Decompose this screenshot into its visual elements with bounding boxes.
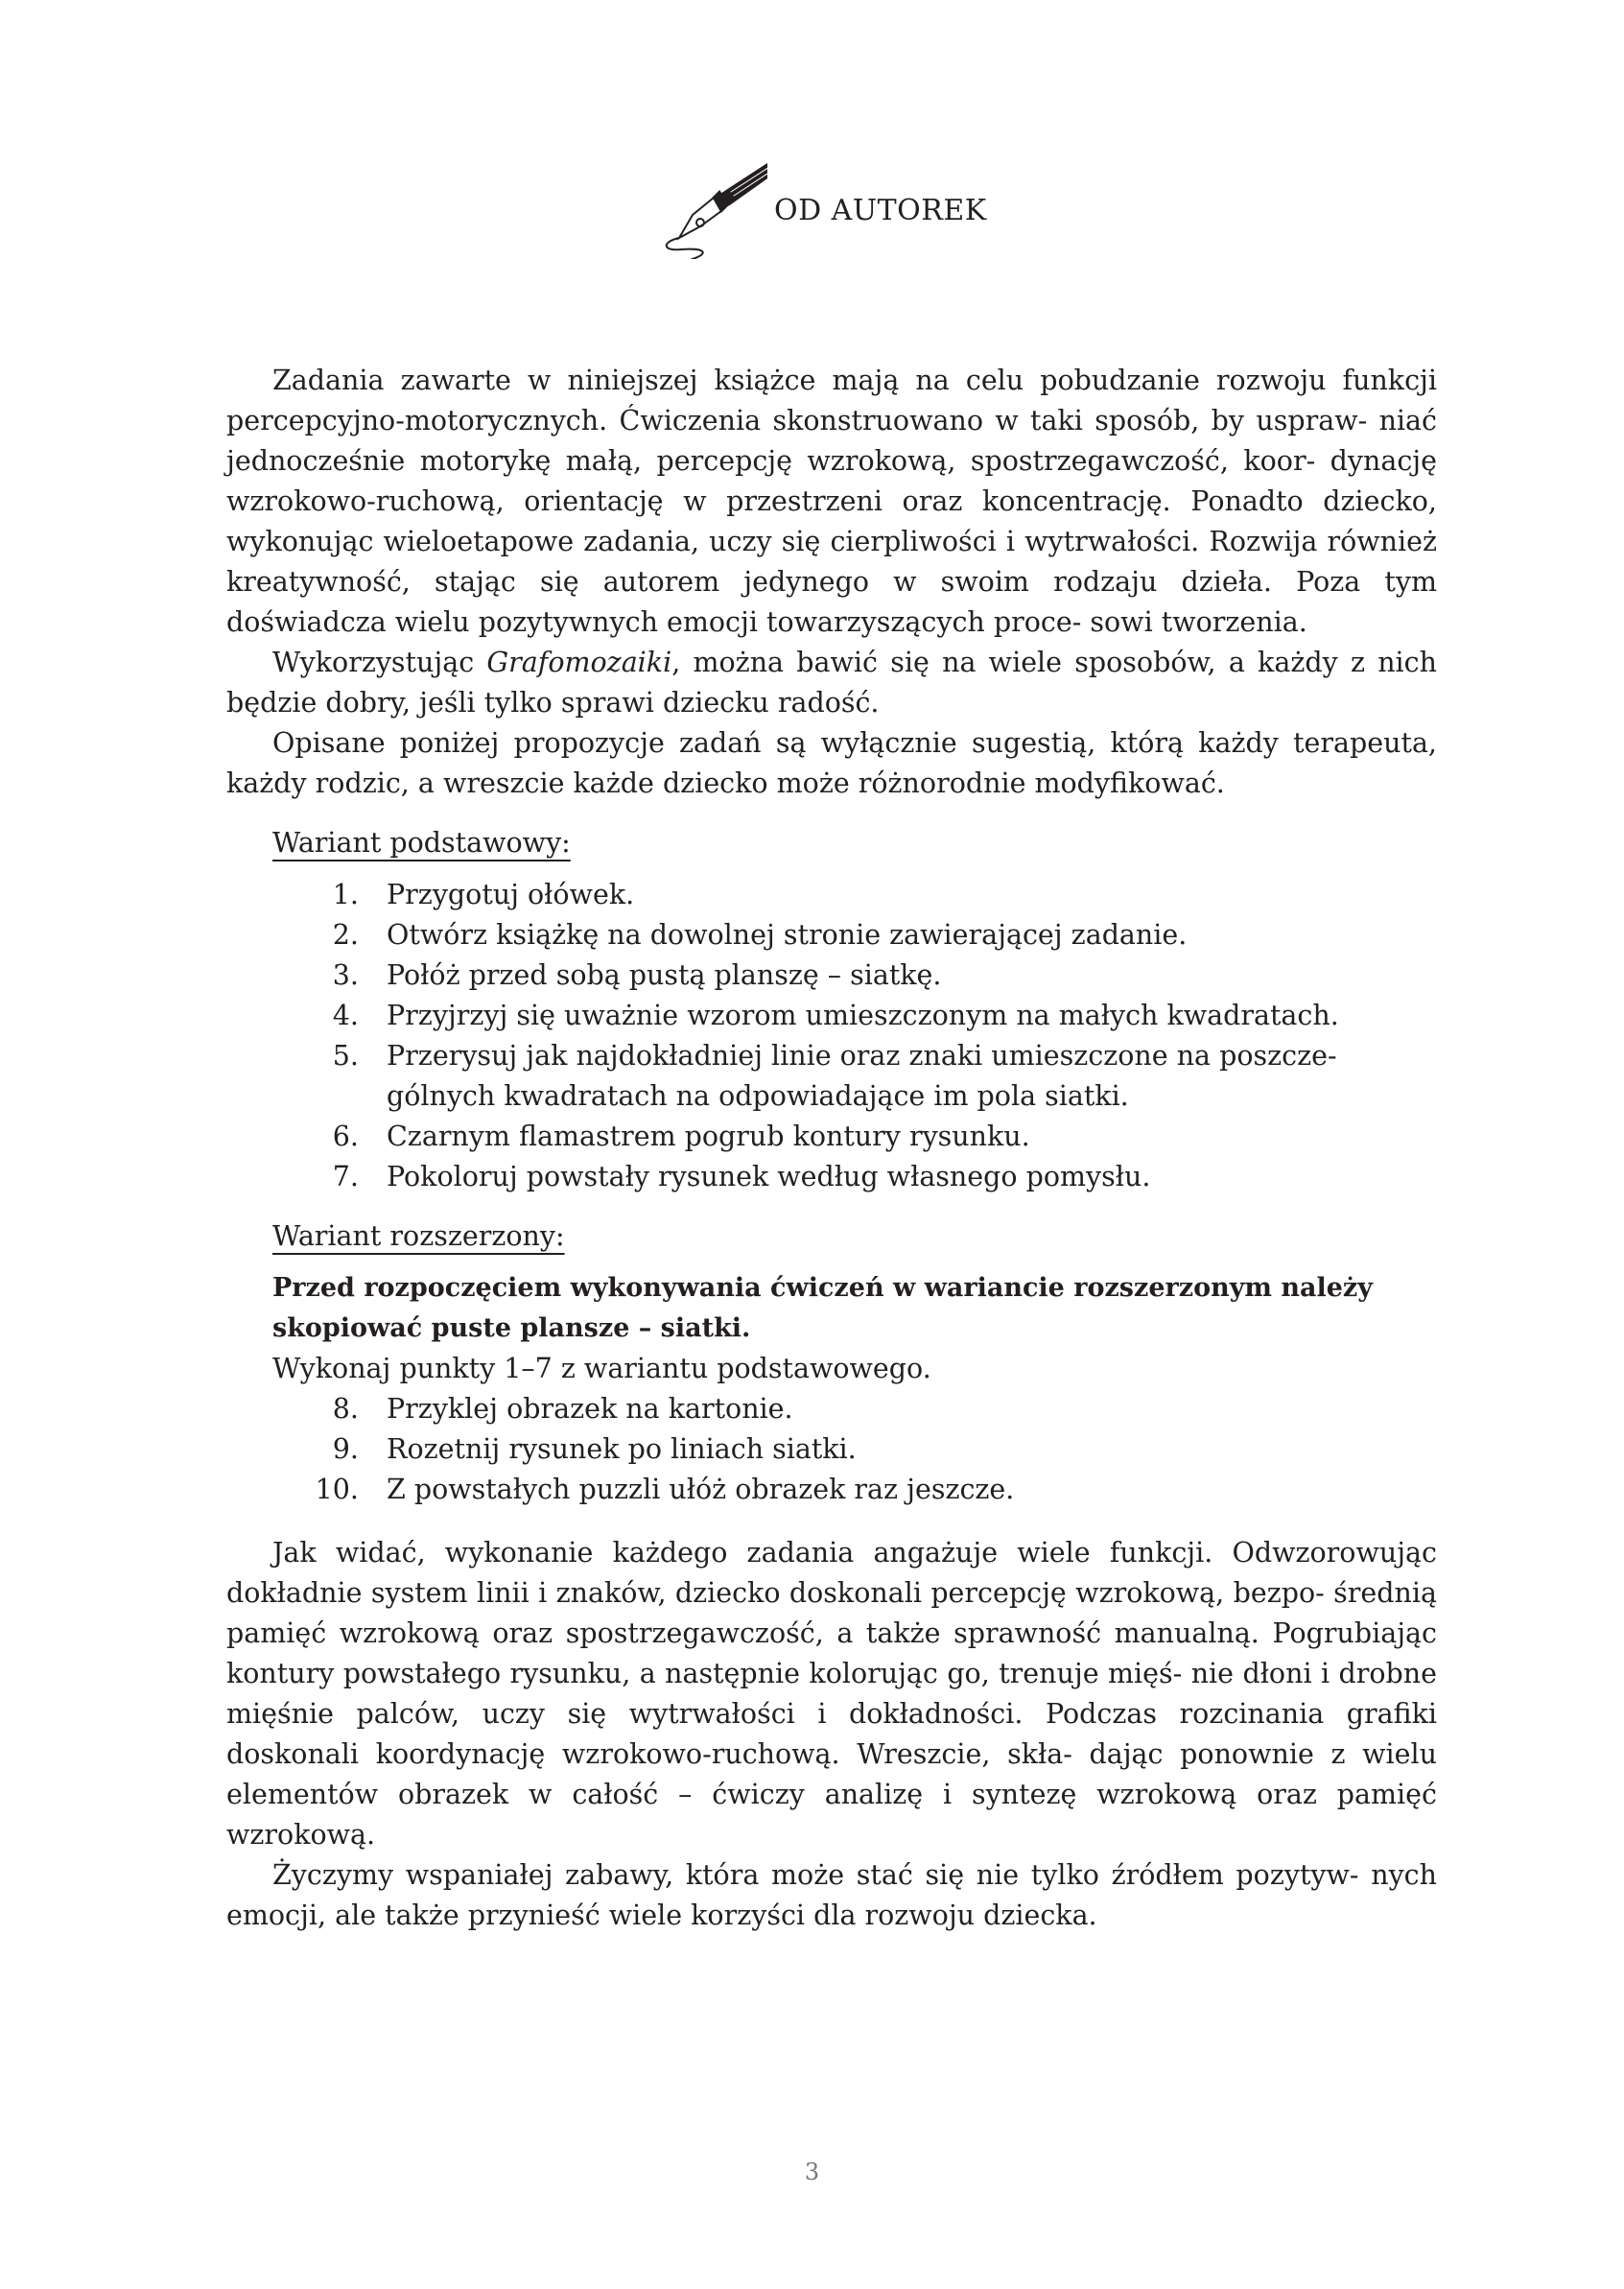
extended-steps-list [226,1389,1437,1510]
list-item: 6. Czarnym flamastrem pogrub kontury rysunku. [332,1121,1030,1152]
body-text [226,361,1437,1936]
list-item: 2. Otwórz książkę na dowolnej stronie zawierającej zadanie. [332,919,1188,951]
closing-paragraph: Życzymy wspaniałej zabawy, która może stać się nie tylko źródłem pozytyw- nych emocji, ale także przynieść wiele korzyści dla rozwoju dziecka. [226,1859,1437,1931]
summary-paragraph: Jak widać, wykonanie każdego zadania angażuje wiele funkcji. Odwzorowując dokładnie system linii i znaków, dziecko doskonali percepcję wzrokową, bezpo- średnią pamięć wzrokową oraz spostrzegawczość, a także sprawność manualną. Pogrubiając kontury powstałego rysunku, a następnie kolorując go, trenuje mięś- nie dłoni i drobne mięśnie palców, uczy się wytrwałości i dokładności. Podczas rozcinania grafiki doskonali koordynację wzrokowo-ruchową. Wreszcie, skła- dając ponownie z wielu elementów obrazek w całość – ćwiczy analizę i syntezę wzrokową oraz pamięć wzrokową. [226,1537,1438,1851]
book-title: Grafomozaiki [486,647,672,678]
list-item: 10. Z powstałych puzzli ułóż obrazek raz jeszcze. [315,1474,1015,1505]
list-item: 3. Połóż przed sobą pustą planszę – siatkę. [332,959,942,991]
list-item: 7. Pokoloruj powstały rysunek według własnego pomysłu. [332,1161,1151,1192]
suggestions-paragraph: Opisane poniżej propozycje zadań są wyłącznie sugestią, którą każdy terapeuta, każdy rodzic, a wreszcie każde dziecko może różnorodnie modyfikować. [226,727,1437,799]
list-item: 9. Rozetnij rysunek po liniach siatki. [332,1433,857,1465]
extended-variant-heading: Wariant rozszerzony: [272,1220,565,1252]
grafomozaiki-paragraph: Wykorzystując Grafomozaiki, można bawić się na wiele sposobów, a każdy z nich będzie dobry, jeśli tylko sprawi dziecku radość. [226,647,1437,719]
list-item: 4. Przyjrzyj się uważnie wzorom umieszczonym na małych kwadratach. [332,1000,1339,1031]
basic-steps-list [226,875,1437,1197]
fountain-pen-icon [624,134,767,259]
list-item: 8. Przyklej obrazek na kartonie. [332,1393,793,1425]
page-number: 3 [804,2159,820,2185]
intro-paragraph: Zadania zawarte w niniejszej książce mają na celu pobudzanie rozwoju funkcji percepcyjno-motorycznych. Ćwiczenia skonstruowano w taki sposób, by uspraw- niać jednocześnie motorykę małą, percepcję wzrokową, spostrzegawczość, koor- dynację wzrokowo-ruchową, orientację w przestrzeni oraz koncentrację. Ponadto dziecko, wykonując wieloetapowe zadania, uczy się cierpliwości i wytrwałości. Rozwija również kreatywność, stając się autorem jedynego w swoim rodzaju dzieła. Poza tym doświadcza wielu pozytywnych emocji towarzyszących proce- sowi tworzenia. [226,365,1438,638]
list-item: 5. Przerysuj jak najdokładniej linie oraz znaki umieszczone na poszcze- gólnych kwadratach na odpowiadające im pola siatki. [332,1040,1337,1112]
extended-variant-intro: Wykonaj punkty 1–7 z wariantu podstawowego. [272,1353,931,1384]
extended-variant-note: Przed rozpoczęciem wykonywania ćwiczeń w wariancie rozszerzonym należy skopiować puste plansze – siatki. [272,1273,1373,1343]
section-header [624,134,1007,259]
page-title: OD AUTOREK [774,194,987,227]
list-item: 1. Przygotuj ołówek. [332,879,635,910]
basic-variant-heading: Wariant podstawowy: [272,827,571,859]
